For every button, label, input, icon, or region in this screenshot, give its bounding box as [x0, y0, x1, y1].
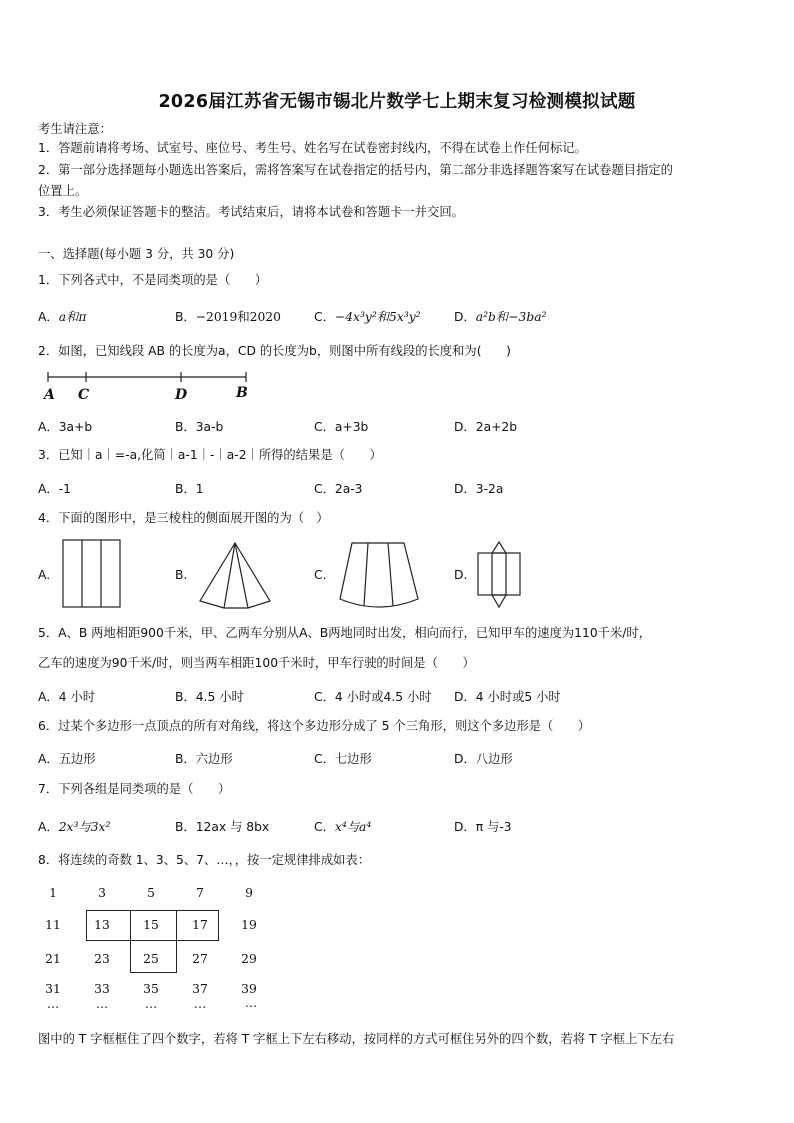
q8-stem: 8．将连续的奇数 1、3、5、7、…，，按一定规律排成如表：	[38, 853, 371, 867]
q4-option-d-label: D.	[454, 568, 468, 582]
q3-option-a: A．-1	[38, 482, 71, 496]
grid-cell: 23	[94, 952, 110, 966]
q1-option-a-value: a和π	[58, 310, 87, 324]
grid-ellipsis: …	[244, 996, 258, 1010]
q1-option-b-value: −2019和2020	[195, 310, 281, 324]
q1-option-b	[175, 307, 281, 325]
q7-option-c	[314, 817, 371, 835]
grid-cell: 5	[147, 886, 155, 900]
grid-cell: 7	[196, 886, 204, 900]
grid-cell: 11	[45, 918, 61, 932]
notice-item-2: 2．第一部分选择题每小题选出答案后，需将答案写在试卷指定的括号内，第二部分非选择题答案写在试卷题目指定的	[38, 163, 673, 177]
q2-segment-figure	[44, 368, 254, 408]
q2-option-b: B．3a-b	[175, 420, 224, 434]
notice-item-2-cont: 位置上。	[38, 184, 88, 198]
notice-item-1: 1．答题前请将考场、试室号、座位号、考生号、姓名写在试卷密封线内，不得在试卷上作任何标记。	[38, 141, 587, 155]
q4-figure-c-frustum-net	[338, 541, 420, 611]
page-title: 2026届江苏省无锡市锡北片数学七上期末复习检测模拟试题	[158, 92, 636, 112]
q4-figure-d-prism-net	[476, 541, 522, 609]
q4-stem: 4．下面的图形中，是三棱柱的侧面展开图的为（ ）	[38, 511, 329, 525]
grid-cell: 15	[143, 918, 159, 932]
q4-option-a-label: A.	[38, 568, 51, 582]
t-frame-box	[130, 910, 177, 941]
q6-option-c: C．七边形	[314, 752, 372, 766]
q6-option-b: B．六边形	[175, 752, 233, 766]
q2-option-a: A．3a+b	[38, 420, 93, 434]
q1-option-a-label: A．	[38, 310, 59, 324]
q1-option-c-value: −4x³y²和5x³y²	[334, 310, 421, 324]
q4-figure-a-rectangles	[62, 539, 122, 611]
grid-cell: 19	[241, 918, 257, 932]
q1-option-a	[38, 307, 86, 325]
grid-cell: 13	[94, 918, 110, 932]
point-a-label: A	[44, 387, 55, 403]
q7-stem: 7．下列各组是同类项的是（ ）	[38, 782, 231, 796]
grid-cell: 3	[98, 886, 106, 900]
q4-option-c-label: C.	[314, 568, 327, 582]
q8-tail-text: 图中的 T 字框框住了四个数字，若将 T 字框上下左右移动，按同样的方式可框住另外的四个数，若将 T 字框上下左右	[38, 1032, 675, 1046]
q1-option-d-label: D．	[454, 310, 476, 324]
point-d-label: D	[175, 387, 188, 403]
q7-option-c-label: C．	[314, 820, 335, 834]
grid-ellipsis: …	[46, 997, 60, 1011]
q2-stem: 2．如图，已知线段 AB 的长度为a，CD 的长度为b，则图中所有线段的长度和为( )	[38, 344, 511, 358]
q6-stem: 6．过某个多边形一点顶点的所有对角线，将这个多边形分成了 5 个三角形，则这个多边形是（ ）	[38, 719, 591, 733]
q7-option-d: D．π 与-3	[454, 820, 512, 834]
grid-cell: 27	[192, 952, 208, 966]
grid-cell: 35	[143, 982, 159, 996]
q2-option-d: D．2a+2b	[454, 420, 518, 434]
t-frame-box	[176, 910, 219, 941]
grid-cell: 25	[143, 952, 159, 966]
q1-option-d-value: a²b和−3ba²	[475, 310, 547, 324]
grid-cell: 17	[192, 918, 208, 932]
q1-option-b-label: B．	[175, 310, 196, 324]
q5-option-b: B．4.5 小时	[175, 690, 244, 704]
q3-stem: 3．已知｜a｜=-a,化简｜a-1｜-｜a-2｜所得的结果是（ ）	[38, 448, 382, 462]
point-b-label: B	[236, 385, 248, 401]
grid-cell: 39	[241, 982, 257, 996]
notice-item-3: 3．考生必须保证答题卡的整洁。考试结束后，请将本试卷和答题卡一并交回。	[38, 205, 464, 219]
q4-option-b-label: B.	[175, 568, 188, 582]
grid-cell: 9	[245, 886, 253, 900]
q6-option-a: A．五边形	[38, 752, 96, 766]
q3-option-c: C．2a-3	[314, 482, 363, 496]
notice-heading: 考生请注意：	[38, 122, 112, 136]
q1-stem: 1．下列各式中，不是同类项的是（ ）	[38, 273, 268, 287]
q6-option-d: D．八边形	[454, 752, 513, 766]
grid-cell: 21	[45, 952, 61, 966]
grid-cell: 29	[241, 952, 257, 966]
grid-cell: 37	[192, 982, 208, 996]
q5-option-a: A．4 小时	[38, 690, 96, 704]
q4-figure-b-pyramid-net	[198, 541, 272, 609]
grid-cell: 31	[45, 982, 61, 996]
q3-option-d: D．3-2a	[454, 482, 504, 496]
q7-option-b: B．12ax 与 8bx	[175, 820, 270, 834]
q7-option-a	[38, 817, 110, 835]
grid-ellipsis: …	[144, 997, 158, 1011]
t-frame-box	[86, 910, 131, 941]
grid-cell: 1	[49, 886, 57, 900]
q1-option-d	[454, 307, 546, 325]
q5-stem-line2: 乙车的速度为90千米/时，则当两车相距100千米时，甲车行驶的时间是（ ）	[38, 656, 475, 670]
grid-ellipsis: …	[95, 997, 109, 1011]
q7-option-a-label: A．	[38, 820, 59, 834]
t-frame-box	[130, 940, 177, 973]
section-heading: 一、选择题(每小题 3 分，共 30 分)	[38, 247, 235, 261]
q3-option-b: B．1	[175, 482, 204, 496]
q1-option-c-label: C．	[314, 310, 335, 324]
q5-stem-line1: 5．A、B 两地相距900千米，甲、乙两车分别从A、B两地同时出发，相向而行，已知甲车的速度为110千米/时，	[38, 626, 651, 640]
q7-option-a-value: 2x³与3x²	[58, 820, 111, 834]
grid-ellipsis: …	[193, 997, 207, 1011]
q1-option-c	[314, 307, 421, 325]
q2-option-c: C．a+3b	[314, 420, 369, 434]
q5-option-c: C．4 小时或4.5 小时	[314, 690, 432, 704]
q5-option-d: D．4 小时或5 小时	[454, 690, 561, 704]
grid-cell: 33	[94, 982, 110, 996]
q7-option-c-value: x⁴与a⁴	[334, 820, 372, 834]
point-c-label: C	[78, 387, 90, 403]
